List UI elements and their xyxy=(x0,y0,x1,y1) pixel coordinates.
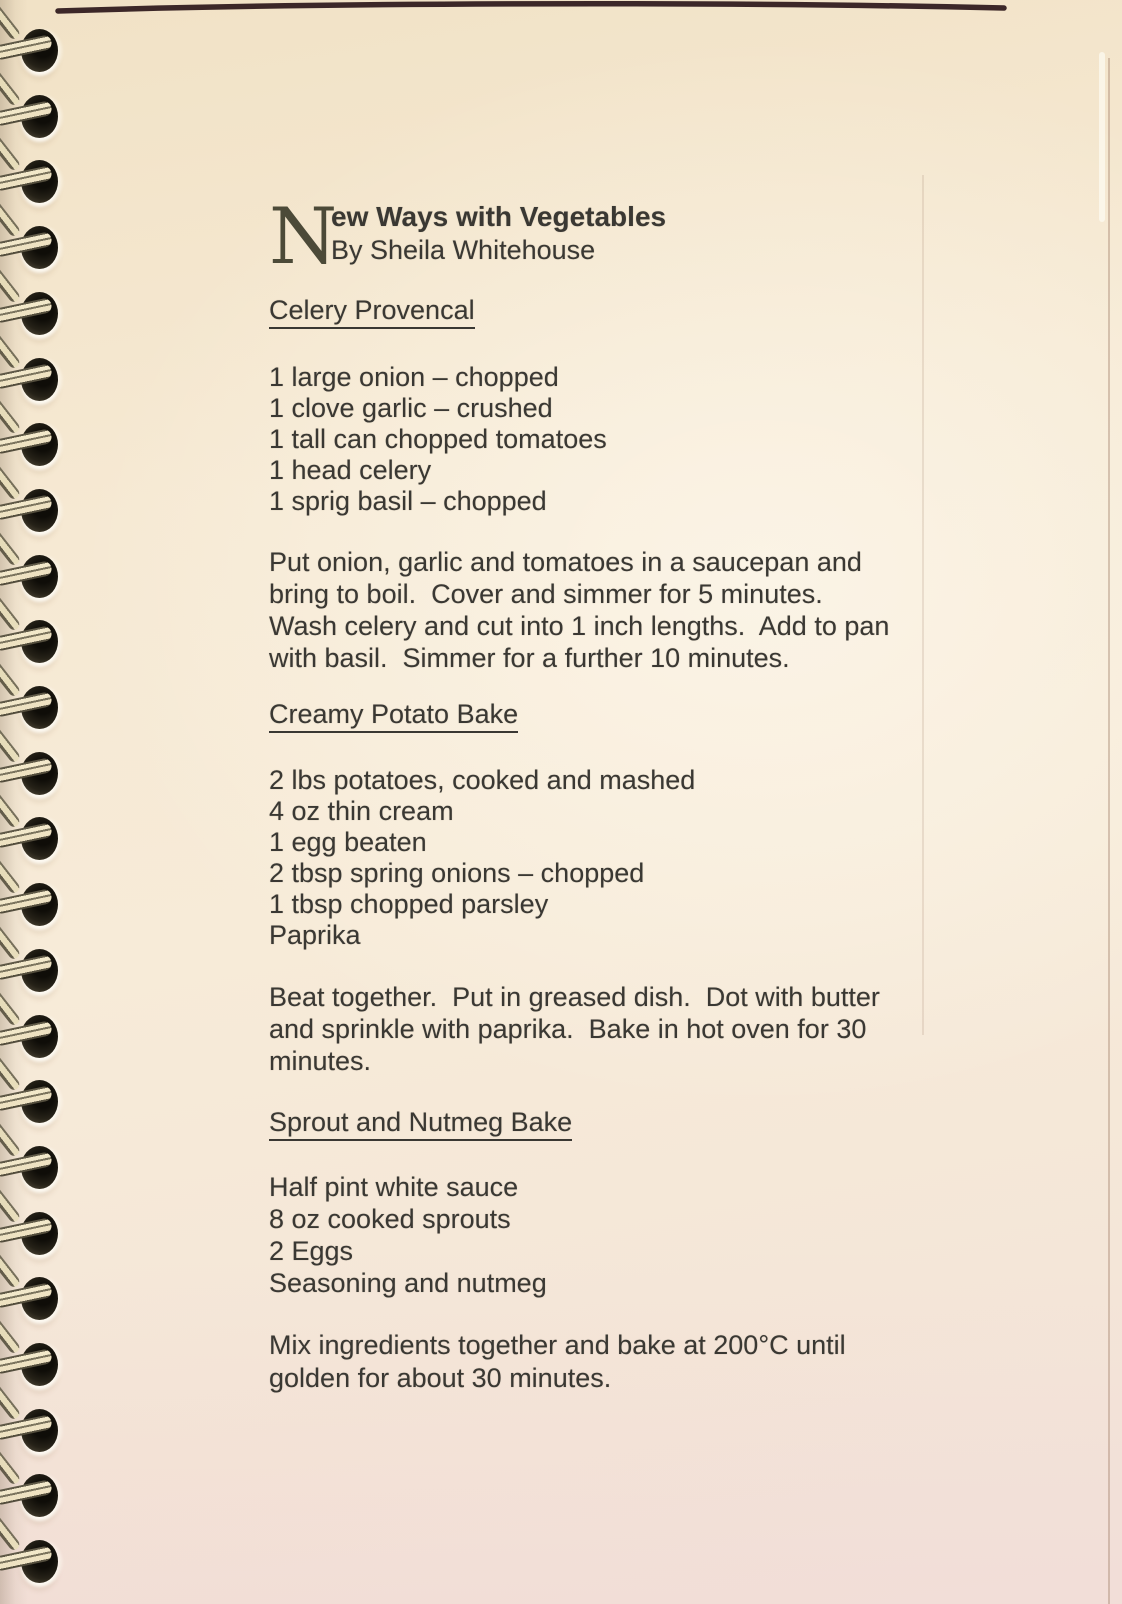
ingredient-list xyxy=(269,1171,547,1299)
recipe-heading-celery-provencal: Celery Provencal xyxy=(269,296,475,329)
page-crease xyxy=(922,175,924,1035)
ingredient-line: 8 oz cooked sprouts xyxy=(269,1204,511,1234)
ingredient-line: Half pint white sauce xyxy=(269,1172,519,1202)
method-line: with basil. Simmer for a further 10 minutes. xyxy=(269,643,790,673)
ingredient-line: 1 sprig basil – chopped xyxy=(269,486,547,516)
method-line: Mix ingredients together and bake at 200°C until xyxy=(269,1330,846,1360)
ingredient-line: 2 Eggs xyxy=(269,1236,354,1266)
page-title: ew Ways with Vegetables xyxy=(331,201,667,232)
method-line: Beat together. Put in greased dish. Dot with butter xyxy=(269,982,880,1012)
page-right-highlight xyxy=(1099,52,1105,222)
method-paragraph xyxy=(269,1329,846,1395)
recipe-heading-sprout-and-nutmeg-bake: Sprout and Nutmeg Bake xyxy=(269,1108,572,1141)
method-line: and sprinkle with paprika. Bake in hot oven for 30 xyxy=(269,1014,867,1044)
ingredient-line: 1 egg beaten xyxy=(269,827,427,857)
ingredient-line: Seasoning and nutmeg xyxy=(269,1268,547,1298)
ingredient-line: 2 tbsp spring onions – chopped xyxy=(269,858,645,888)
method-line: Put onion, garlic and tomatoes in a saucepan and xyxy=(269,547,862,577)
ingredient-list xyxy=(269,362,607,517)
page-right-edge xyxy=(1108,58,1110,1604)
drop-cap-initial: N xyxy=(269,192,336,282)
ingredient-line: 1 large onion – chopped xyxy=(269,362,559,392)
ingredient-line: 1 tall can chopped tomatoes xyxy=(269,424,607,454)
method-paragraph xyxy=(269,981,880,1077)
ingredient-line: 4 oz thin cream xyxy=(269,796,454,826)
ingredient-line: Paprika xyxy=(269,920,361,950)
byline: By Sheila Whitehouse xyxy=(331,235,596,265)
book-top-edge xyxy=(0,0,1122,18)
method-line: Wash celery and cut into 1 inch lengths. Add to pan xyxy=(269,611,890,641)
method-line: bring to boil. Cover and simmer for 5 minutes. xyxy=(269,579,823,609)
ingredient-line: 1 clove garlic – crushed xyxy=(269,393,553,423)
ingredient-list xyxy=(269,765,695,951)
recipe-heading-creamy-potato-bake: Creamy Potato Bake xyxy=(269,700,518,733)
method-paragraph xyxy=(269,546,889,674)
ingredient-line: 1 head celery xyxy=(269,455,432,485)
ingredient-line: 1 tbsp chopped parsley xyxy=(269,889,549,919)
ingredient-line: 2 lbs potatoes, cooked and mashed xyxy=(269,765,696,795)
method-line: golden for about 30 minutes. xyxy=(269,1363,612,1393)
method-line: minutes. xyxy=(269,1046,372,1076)
